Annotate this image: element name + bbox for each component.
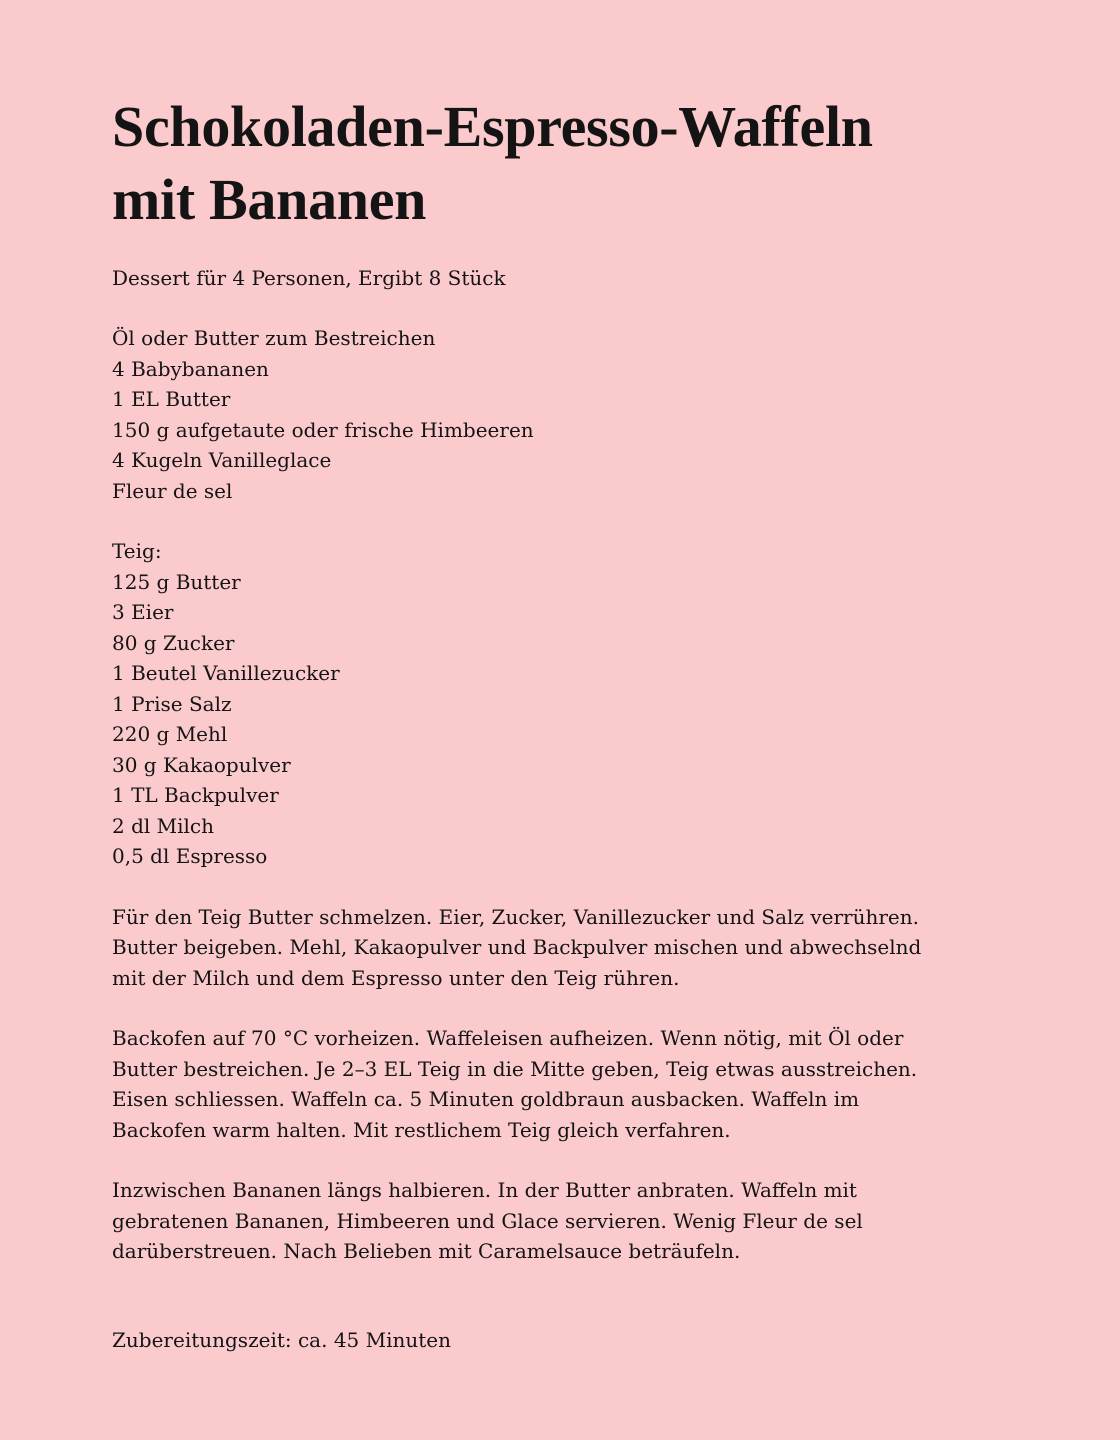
ingredient-item: 4 Kugeln Vanilleglace — [112, 448, 332, 472]
recipe-title — [112, 90, 970, 236]
ingredient-item: 1 Beutel Vanillezucker — [112, 661, 340, 685]
ingredient-item: 125 g Butter — [112, 569, 241, 594]
ingredient-item: 80 g Zucker — [112, 630, 235, 655]
step-paragraph-1: Für den Teig Butter schmelzen. Eier, Zucker, Vanillezucker und Salz verrühren. Butter beigeben. Mehl, Kakaopulver und Backpulver mischen und abwechselnd mit der Milch und dem Espresso unter den Teig rühren. — [112, 904, 922, 990]
dough-ingredient-list — [112, 567, 970, 872]
ingredient-item: 150 g aufgetaute oder frische Himbeeren — [112, 417, 534, 442]
dough-ingredients — [112, 536, 970, 872]
ingredient-item: 1 EL Butter — [112, 387, 231, 411]
ingredient-item: 3 Eier — [112, 600, 174, 624]
ingredient-item: 220 g Mehl — [112, 722, 228, 746]
ingredient-item: Öl oder Butter zum Bestreichen — [112, 326, 436, 350]
ingredient-item: 0,5 dl Espresso — [112, 844, 268, 868]
step-paragraph-2: Backofen auf 70 °C vorheizen. Waffeleisen aufheizen. Wenn nötig, mit Öl oder Butter bestreichen. Je 2–3 EL Teig in die Mitte geben, Teig etwas ausstreichen. Eisen schliessen. Waffeln ca. 5 Minuten goldbraun ausbacken. Waffeln im Backofen warm halten. Mit restlichem Teig gleich verfahren. — [112, 1026, 918, 1142]
ingredient-item: Fleur de sel — [112, 478, 233, 503]
ingredient-item: 2 dl Milch — [112, 813, 214, 838]
topping-ingredient-list — [112, 323, 970, 506]
ingredient-item: 1 Prise Salz — [112, 691, 232, 716]
step-paragraph-3: Inzwischen Bananen längs halbieren. In der Butter anbraten. Waffeln mit gebratenen Bananen, Himbeeren und Glace servieren. Wenig Fleur de sel darüberstreuen. Nach Belieben mit Caramelsauce beträufeln. — [112, 1178, 863, 1263]
servings-info: Dessert für 4 Personen, Ergibt 8 Stück — [112, 266, 506, 290]
preparation-time: Zubereitungszeit: ca. 45 Minuten — [112, 1327, 452, 1352]
recipe-title-line-1: Schokoladen-Espresso-Waffeln — [112, 94, 873, 159]
dough-heading: Teig: — [112, 539, 162, 563]
recipe-title-line-2: mit Bananen — [112, 167, 427, 232]
ingredient-item: 30 g Kakaopulver — [112, 752, 291, 777]
ingredient-item: 1 TL Backpulver — [112, 783, 279, 807]
ingredient-item: 4 Babybananen — [112, 356, 269, 381]
topping-ingredients — [112, 323, 970, 506]
